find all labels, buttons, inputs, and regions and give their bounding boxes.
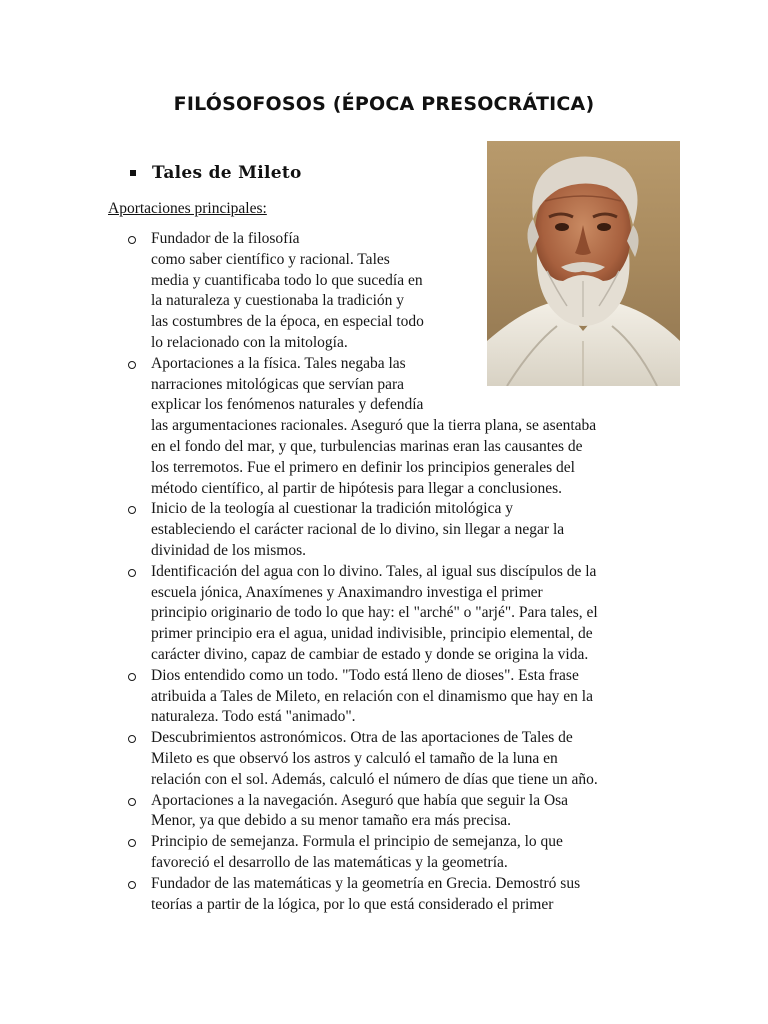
list-item-text [151,832,673,874]
list-item-text [151,354,673,500]
text-line: Dios entendido como un todo. "Todo está lleno de dioses". Esta frase [151,666,579,684]
text-line: atribuida a Tales de Mileto, en relación con el dinamismo que hay en la [151,687,593,705]
subheading: Aportaciones principales: [108,200,267,217]
circle-bullet-icon [128,236,136,244]
text-line: principio originario de todo lo que hay: el "arché" o "arjé". Para tales, el [151,604,598,622]
text-line: Menor, ya que debido a su menor tamaño era más precisa. [151,812,512,830]
text-line: las argumentaciones racionales. Aseguró que la tierra plana, se asentaba [151,417,597,435]
circle-bullet-icon [128,673,136,681]
text-line: lo relacionado con la mitología. [151,333,348,351]
text-line: media y cuantificaba todo lo que sucedía en [151,271,423,289]
text-line: Principio de semejanza. Formula el principio de semejanza, lo que [151,833,563,851]
list-item [128,874,673,916]
section-title: Tales de Mileto [152,163,302,183]
circle-bullet-icon [128,798,136,806]
text-line: Mileto es que observó los astros y calculó el tamaño de la luna en [151,749,558,767]
text-line: método científico, al partir de hipótesis para llegar a conclusiones. [151,479,563,497]
list-item [128,229,673,354]
circle-bullet-icon [128,735,136,743]
text-line: las costumbres de la época, en especial todo [151,313,424,331]
text-line: Fundador de la filosofía [151,230,300,247]
text-line: estableciendo el carácter racional de lo divino, sin llegar a negar la [151,521,565,539]
text-line: relación con el sol. Además, calculó el número de días que tiene un año. [151,770,598,788]
page-title: FILÓSOFOSOS (ÉPOCA PRESOCRÁTICA) [173,93,595,115]
list-item [128,562,673,666]
circle-bullet-icon [128,839,136,847]
text-line: Aportaciones a la navegación. Aseguró que había que seguir la Osa [151,791,569,809]
text-line: Identificación del agua con lo divino. Tales, al igual sus discípulos de la [151,562,597,580]
list-item-text [151,229,673,354]
list-item-text [151,562,673,666]
text-line: favoreció el desarrollo de las matemáticas y la geometría. [151,853,508,871]
circle-bullet-icon [128,506,136,514]
list-item [128,354,673,500]
text-line: como saber científico y racional. Tales [151,250,390,268]
text-line: los terremotos. Fue el primero en definir los principios generales del [151,458,575,476]
square-bullet-icon [130,170,136,176]
list-item-text [151,791,673,833]
list-item [128,791,673,833]
text-line: Descubrimientos astronómicos. Otra de las aportaciones de Tales de [151,729,573,747]
circle-bullet-icon [128,881,136,889]
text-line: Inicio de la teología al cuestionar la tradición mitológica y [151,500,513,518]
list-item [128,832,673,874]
text-line: en el fondo del mar, y que, turbulencias marinas eran las causantes de [151,437,583,455]
list-item [128,499,673,561]
text-line: explicar los fenómenos naturales y defendía [151,396,424,414]
list-item-text [151,874,673,916]
list-item-text [151,728,673,790]
list-item-text [151,499,673,561]
list-item [128,728,673,790]
section-heading [130,163,302,183]
text-line: la naturaleza y cuestionaba la tradición y [151,292,405,310]
list-item [128,666,673,728]
text-line: Aportaciones a la física. Tales negaba las [151,354,406,372]
text-line: primer principio era el agua, unidad indivisible, principio elemental, de [151,625,593,643]
circle-bullet-icon [128,569,136,577]
text-line: escuela jónica, Anaxímenes y Anaximandro investiga el primer [151,583,543,601]
text-line: divinidad de los mismos. [151,541,306,559]
text-line: teorías a partir de la lógica, por lo que está considerado el primer [151,895,554,913]
text-line: naturaleza. Todo está "animado". [151,708,356,726]
text-line: narraciones mitológicas que servían para [151,375,405,393]
contributions-list [128,229,673,915]
text-line: Fundador de las matemáticas y la geometría en Grecia. Demostró sus [151,874,581,892]
circle-bullet-icon [128,361,136,369]
text-line: carácter divino, capaz de cambiar de estado y donde se origina la vida. [151,645,589,663]
list-item-text [151,666,673,728]
